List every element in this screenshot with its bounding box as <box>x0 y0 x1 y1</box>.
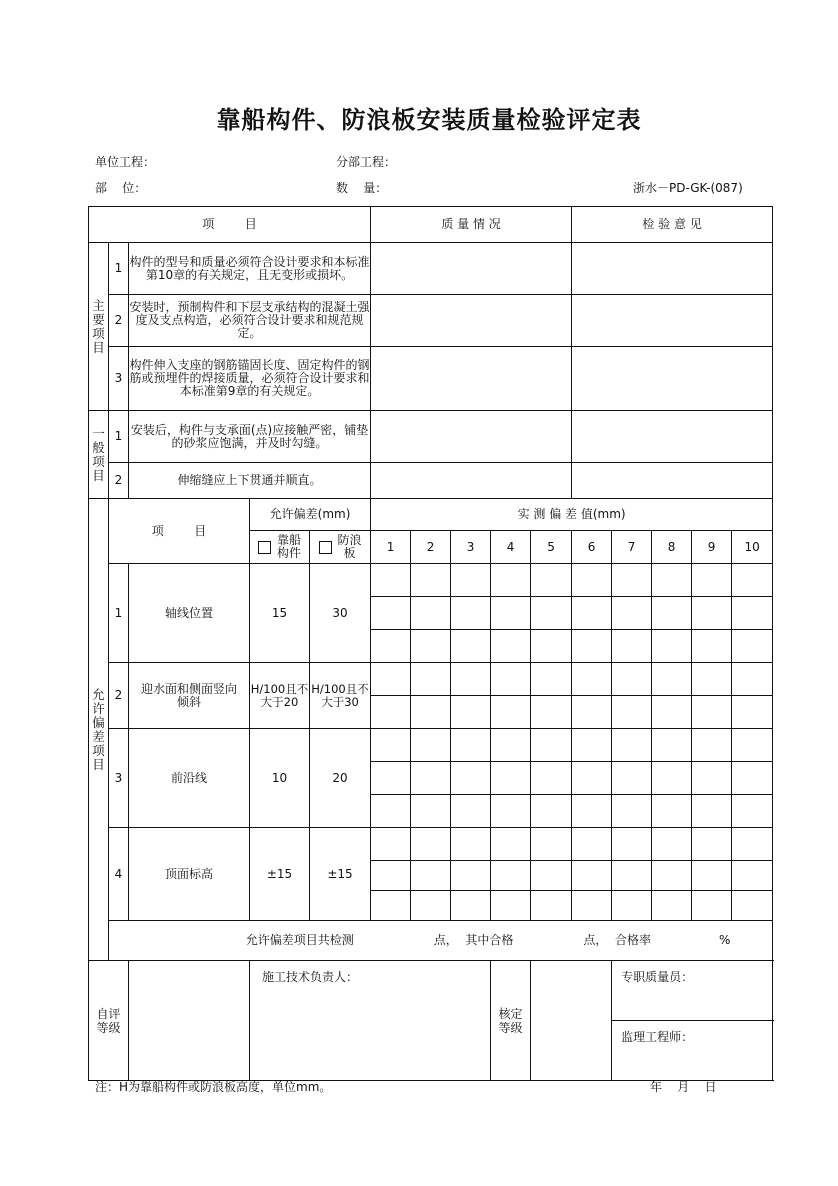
header-item: 项 目 <box>89 207 371 243</box>
measure-cell[interactable] <box>531 828 572 861</box>
section-tolerance: 允 许 偏 差 项 目 <box>89 499 109 961</box>
header-opinion: 检 验 意 见 <box>572 207 773 243</box>
wave-wall-checkbox[interactable] <box>319 541 332 554</box>
allowed-wave-value: H/100且不大于30 <box>310 663 371 729</box>
supervisor-field[interactable]: 监理工程师： <box>612 1021 773 1081</box>
measure-cell[interactable] <box>531 630 572 663</box>
measure-cell[interactable] <box>572 828 612 861</box>
measure-cell[interactable] <box>652 891 692 921</box>
tolerance-item-row <box>89 564 773 597</box>
summary-row <box>89 921 773 961</box>
quality-cell[interactable] <box>371 347 572 411</box>
general-item-text: 伸缩缝应上下贯通并顺直。 <box>129 463 371 499</box>
measure-cell[interactable] <box>732 861 773 891</box>
measure-cell[interactable] <box>451 597 491 630</box>
measure-cell[interactable] <box>411 696 451 729</box>
check-grade-label: 核定等级 <box>491 961 531 1081</box>
measure-cell[interactable] <box>451 891 491 921</box>
measure-cell[interactable] <box>371 564 411 597</box>
measure-cell[interactable] <box>531 795 572 828</box>
measure-cell[interactable] <box>411 564 451 597</box>
measure-col-header: 9 <box>692 531 732 564</box>
measure-cell[interactable] <box>572 696 612 729</box>
measure-cell[interactable] <box>572 795 612 828</box>
measure-cell[interactable] <box>531 729 572 762</box>
measure-cell[interactable] <box>451 828 491 861</box>
measure-cell[interactable] <box>732 696 773 729</box>
signature-row <box>89 961 773 1021</box>
main-item-no: 3 <box>109 347 129 411</box>
header-row <box>89 207 773 243</box>
measure-cell[interactable] <box>652 861 692 891</box>
measure-cell[interactable] <box>451 729 491 762</box>
measure-cell[interactable] <box>371 795 411 828</box>
main-item-text: 构件伸入支座的钢筋锚固长度、固定构件的钢筋或预埋件的焊接质量，必须符合设计要求和本标准第9章的有关规定。 <box>129 347 371 411</box>
measure-cell[interactable] <box>572 663 612 696</box>
measure-cell[interactable] <box>692 564 732 597</box>
allowed-wave-value: ±15 <box>310 828 371 921</box>
measure-cell[interactable] <box>572 729 612 762</box>
measure-cell[interactable] <box>652 597 692 630</box>
opinion-cell[interactable] <box>572 243 773 295</box>
measure-cell[interactable] <box>612 828 652 861</box>
measure-cell[interactable] <box>652 828 692 861</box>
quality-cell[interactable] <box>371 411 572 463</box>
measure-cell[interactable] <box>371 663 411 696</box>
measure-cell[interactable] <box>411 762 451 795</box>
measure-cell[interactable] <box>451 861 491 891</box>
measure-cell[interactable] <box>732 597 773 630</box>
measure-cell[interactable] <box>491 663 531 696</box>
measure-cell[interactable] <box>371 762 411 795</box>
measure-cell[interactable] <box>692 696 732 729</box>
measure-cell[interactable] <box>692 663 732 696</box>
measure-cell[interactable] <box>371 630 411 663</box>
measure-cell[interactable] <box>491 597 531 630</box>
measure-cell[interactable] <box>692 762 732 795</box>
measure-cell[interactable] <box>531 564 572 597</box>
summary-points-label: 点， 其中合格 <box>433 933 514 947</box>
berthing-member-column: 靠船 构件 <box>250 531 310 564</box>
measure-cell[interactable] <box>491 891 531 921</box>
main-item-no: 1 <box>109 243 129 295</box>
section-general: 一 般 项 目 <box>89 411 109 499</box>
measure-cell[interactable] <box>491 630 531 663</box>
measure-cell[interactable] <box>491 696 531 729</box>
tech-lead-field[interactable]: 施工技术负责人： <box>250 961 491 1081</box>
measured-deviation-header: 实 测 偏 差 值(mm) <box>371 499 773 531</box>
tolerance-item-no: 1 <box>109 564 129 663</box>
general-item-text: 安装后，构件与支承面(点)应接触严密，铺垫的砂浆应饱满，并及时勾缝。 <box>129 411 371 463</box>
opinion-cell[interactable] <box>572 411 773 463</box>
main-item-row <box>89 347 773 411</box>
tolerance-item-no: 3 <box>109 729 129 828</box>
measure-cell[interactable] <box>531 663 572 696</box>
measure-cell[interactable] <box>491 861 531 891</box>
form-code: 浙水－PD-GK-(087) <box>633 181 743 195</box>
general-item-row <box>89 411 773 463</box>
qa-field[interactable]: 专职质量员： <box>612 961 773 1021</box>
tolerance-item-name: 前沿线 <box>129 729 250 828</box>
unit-project-label: 单位工程： <box>95 155 156 169</box>
measure-cell[interactable] <box>652 630 692 663</box>
measure-cell[interactable] <box>451 696 491 729</box>
measure-cell[interactable] <box>572 891 612 921</box>
measure-cell[interactable] <box>652 795 692 828</box>
measure-cell[interactable] <box>612 630 652 663</box>
self-eval-grade[interactable] <box>129 961 250 1081</box>
measure-cell[interactable] <box>531 696 572 729</box>
measure-cell[interactable] <box>491 729 531 762</box>
measure-cell[interactable] <box>652 696 692 729</box>
measure-cell[interactable] <box>491 828 531 861</box>
measure-cell[interactable] <box>732 663 773 696</box>
measure-cell[interactable] <box>612 729 652 762</box>
measure-cell[interactable] <box>491 795 531 828</box>
quality-cell[interactable] <box>371 243 572 295</box>
tolerance-item-name: 轴线位置 <box>129 564 250 663</box>
measure-cell[interactable] <box>451 630 491 663</box>
measure-cell[interactable] <box>612 564 652 597</box>
check-grade-value[interactable] <box>531 961 612 1081</box>
general-item-row <box>89 463 773 499</box>
measure-cell[interactable] <box>491 564 531 597</box>
allowed-berthing-value: 15 <box>250 564 310 663</box>
self-eval-label: 自评等级 <box>89 961 129 1081</box>
measure-cell[interactable] <box>692 891 732 921</box>
measure-cell[interactable] <box>612 795 652 828</box>
quality-cell[interactable] <box>371 295 572 347</box>
measure-cell[interactable] <box>451 795 491 828</box>
opinion-cell[interactable] <box>572 347 773 411</box>
measure-cell[interactable] <box>692 828 732 861</box>
quantity-label: 数 量： <box>336 181 388 195</box>
measure-cell[interactable] <box>531 762 572 795</box>
measure-cell[interactable] <box>612 597 652 630</box>
measure-cell[interactable] <box>531 597 572 630</box>
measure-cell[interactable] <box>652 762 692 795</box>
measure-col-header: 10 <box>732 531 773 564</box>
tolerance-item-no: 4 <box>109 828 129 921</box>
tolerance-item-no: 2 <box>109 663 129 729</box>
measure-cell[interactable] <box>371 696 411 729</box>
measure-cell[interactable] <box>411 861 451 891</box>
measure-cell[interactable] <box>732 828 773 861</box>
main-item-text: 安装时，预制构件和下层支承结构的混凝土强度及支点构造，必须符合设计要求和规范规定。 <box>129 295 371 347</box>
opinion-cell[interactable] <box>572 463 773 499</box>
measure-cell[interactable] <box>371 861 411 891</box>
measure-cell[interactable] <box>692 861 732 891</box>
sub-project-label: 分部工程： <box>336 155 397 169</box>
measure-cell[interactable] <box>572 861 612 891</box>
measure-col-header: 2 <box>411 531 451 564</box>
measure-cell[interactable] <box>652 729 692 762</box>
inspection-table <box>88 206 773 1081</box>
opinion-cell[interactable] <box>572 295 773 347</box>
measure-cell[interactable] <box>411 795 451 828</box>
summary-total-label: 允许偏差项目共检测 <box>245 933 354 947</box>
measure-cell[interactable] <box>371 891 411 921</box>
allowed-berthing-value: H/100且不大于20 <box>250 663 310 729</box>
main-item-row <box>89 295 773 347</box>
measure-col-header: 1 <box>371 531 411 564</box>
measure-cell[interactable] <box>371 597 411 630</box>
measure-cell[interactable] <box>531 891 572 921</box>
measure-cell[interactable] <box>572 597 612 630</box>
measure-col-header: 5 <box>531 531 572 564</box>
measure-cell[interactable] <box>411 828 451 861</box>
footer-note: 注：H为靠船构件或防浪板高度，单位mm。 <box>95 1080 332 1094</box>
measure-cell[interactable] <box>732 762 773 795</box>
measure-cell[interactable] <box>732 795 773 828</box>
footer-date: 年 月 日 <box>650 1080 717 1094</box>
main-item-row <box>89 243 773 295</box>
measure-cell[interactable] <box>531 861 572 891</box>
summary-rate-label: 点， 合格率 <box>583 933 651 947</box>
measure-cell[interactable] <box>612 861 652 891</box>
tolerance-item-name: 迎水面和侧面竖向倾斜 <box>129 663 250 729</box>
wave-wall-column: 防浪 板 <box>310 531 371 564</box>
measure-cell[interactable] <box>411 891 451 921</box>
measure-cell[interactable] <box>732 891 773 921</box>
measure-cell[interactable] <box>451 762 491 795</box>
measure-cell[interactable] <box>732 630 773 663</box>
measure-cell[interactable] <box>612 891 652 921</box>
measure-cell[interactable] <box>371 729 411 762</box>
page-title: 靠船构件、防浪板安装质量检验评定表 <box>216 106 642 134</box>
summary-cell <box>109 921 773 961</box>
measure-cell[interactable] <box>652 663 692 696</box>
measure-cell[interactable] <box>572 564 612 597</box>
measure-cell[interactable] <box>732 564 773 597</box>
main-item-text: 构件的型号和质量必须符合设计要求和本标准第10章的有关规定，且无变形或损坏。 <box>129 243 371 295</box>
measure-col-header: 7 <box>612 531 652 564</box>
measure-cell[interactable] <box>411 663 451 696</box>
measure-col-header: 3 <box>451 531 491 564</box>
measure-cell[interactable] <box>411 630 451 663</box>
quality-cell[interactable] <box>371 463 572 499</box>
measure-cell[interactable] <box>572 630 612 663</box>
location-label: 部 位： <box>95 181 147 195</box>
measure-col-header: 4 <box>491 531 531 564</box>
measure-cell[interactable] <box>692 795 732 828</box>
tolerance-item-header: 项 目 <box>109 499 250 564</box>
measure-cell[interactable] <box>652 564 692 597</box>
measure-cell[interactable] <box>371 828 411 861</box>
tolerance-header-row <box>89 499 773 531</box>
allowed-wave-value: 20 <box>310 729 371 828</box>
main-item-no: 2 <box>109 295 129 347</box>
measure-col-header: 6 <box>572 531 612 564</box>
measure-cell[interactable] <box>692 597 732 630</box>
allowed-berthing-value: ±15 <box>250 828 310 921</box>
measure-cell[interactable] <box>612 696 652 729</box>
measure-cell[interactable] <box>692 729 732 762</box>
tolerance-item-row <box>89 729 773 762</box>
measure-cell[interactable] <box>451 663 491 696</box>
measure-cell[interactable] <box>612 762 652 795</box>
measure-cell[interactable] <box>612 663 652 696</box>
measure-cell[interactable] <box>491 762 531 795</box>
header-quality: 质 量 情 况 <box>371 207 572 243</box>
measure-col-header: 8 <box>652 531 692 564</box>
berthing-member-checkbox[interactable] <box>258 541 271 554</box>
allowed-berthing-value: 10 <box>250 729 310 828</box>
measure-cell[interactable] <box>411 597 451 630</box>
summary-percent: % <box>718 933 731 947</box>
allowed-wave-value: 30 <box>310 564 371 663</box>
tolerance-item-name: 顶面标高 <box>129 828 250 921</box>
tolerance-item-row <box>89 828 773 861</box>
tolerance-item-row <box>89 663 773 696</box>
section-main: 主 要 项 目 <box>89 243 109 411</box>
measure-cell[interactable] <box>732 729 773 762</box>
allowed-deviation-header: 允许偏差(mm) <box>250 499 371 531</box>
measure-cell[interactable] <box>451 564 491 597</box>
general-item-no: 1 <box>109 411 129 463</box>
measure-cell[interactable] <box>572 762 612 795</box>
measure-cell[interactable] <box>411 729 451 762</box>
measure-cell[interactable] <box>692 630 732 663</box>
general-item-no: 2 <box>109 463 129 499</box>
